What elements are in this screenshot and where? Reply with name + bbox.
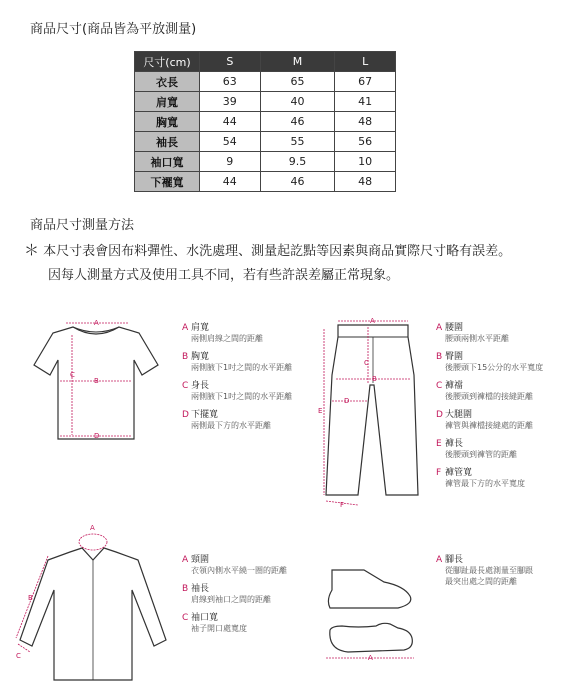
letter-a: A bbox=[368, 654, 373, 662]
legend-item: A 肩寬 兩側肩線之間的距離 bbox=[182, 323, 263, 343]
note-line-1: 本尺寸表會因布料彈性、水洗處理、測量起訖點等因素與商品實際尺寸略有誤差。 bbox=[43, 244, 512, 259]
table-cell: 44 bbox=[200, 172, 261, 192]
letter-d: D bbox=[344, 397, 350, 405]
letter-c: C bbox=[16, 652, 21, 660]
table-cell: 41 bbox=[335, 92, 396, 112]
table-cell: 10 bbox=[335, 152, 396, 172]
letter-d: D bbox=[94, 432, 100, 440]
legend-item: A 腳長 從腳趾最長處測量至腳跟 最突出處之間的距離 bbox=[436, 555, 533, 586]
row-label: 下襬寬 bbox=[135, 172, 200, 192]
legend-item: D 下擺寬 兩側最下方的水平距離 bbox=[182, 410, 271, 430]
size-table bbox=[134, 51, 396, 192]
letter-b: B bbox=[372, 375, 377, 383]
legend-item: C 身長 兩側腋下1吋之間的水平距離 bbox=[182, 381, 293, 401]
legend-item: D 大腿圍 褲管與褲檔接縫處的距離 bbox=[436, 410, 533, 430]
table-cell: 46 bbox=[260, 172, 335, 192]
size-header: M bbox=[260, 52, 335, 72]
letter-a: A bbox=[370, 317, 375, 325]
method-section-title: 商品尺寸測量方法 bbox=[30, 218, 135, 233]
table-cell: 39 bbox=[200, 92, 261, 112]
letter-f: F bbox=[340, 501, 345, 509]
letter-e: E bbox=[318, 407, 323, 415]
shirt-diagram bbox=[8, 520, 173, 685]
table-row bbox=[135, 152, 396, 172]
row-label: 肩寬 bbox=[135, 92, 200, 112]
shirt-legend bbox=[182, 552, 312, 639]
letter-a: A bbox=[94, 319, 99, 327]
table-cell: 65 bbox=[260, 72, 335, 92]
legend-item: C 袖口寬 袖子開口處寬度 bbox=[182, 613, 247, 633]
table-corner-header: 尺寸(cm) bbox=[135, 52, 200, 72]
table-cell: 40 bbox=[260, 92, 335, 112]
table-row bbox=[135, 172, 396, 192]
row-label: 袖口寬 bbox=[135, 152, 200, 172]
table-cell: 44 bbox=[200, 112, 261, 132]
table-cell: 54 bbox=[200, 132, 261, 152]
letter-b: B bbox=[28, 594, 33, 602]
note-bullet: ＊ bbox=[24, 241, 40, 259]
legend-item: E 褲長 後腰頭到褲管的距離 bbox=[436, 439, 517, 459]
table-cell: 48 bbox=[335, 112, 396, 132]
letter-c: C bbox=[364, 359, 369, 367]
foot-diagram bbox=[318, 560, 418, 665]
letter-c: C bbox=[70, 371, 75, 379]
legend-item: A 腰圍 腰頭兩側水平距離 bbox=[436, 323, 509, 343]
table-row bbox=[135, 72, 396, 92]
pants-legend bbox=[436, 320, 572, 494]
foot-legend bbox=[436, 552, 572, 592]
table-row bbox=[135, 112, 396, 132]
legend-item: F 褲管寬 褲管最下方的水平寬度 bbox=[436, 468, 525, 488]
row-label: 袖長 bbox=[135, 132, 200, 152]
table-cell: 48 bbox=[335, 172, 396, 192]
pants-diagram bbox=[308, 315, 428, 510]
table-cell: 9 bbox=[200, 152, 261, 172]
table-cell: 56 bbox=[335, 132, 396, 152]
legend-item: A 頸圍 衣領內側水平繞一圈的距離 bbox=[182, 555, 287, 575]
row-label: 衣長 bbox=[135, 72, 200, 92]
note-line-2: 因每人測量方式及使用工具不同，若有些許誤差屬正常現象。 bbox=[48, 268, 400, 283]
table-cell: 46 bbox=[260, 112, 335, 132]
tshirt-diagram bbox=[28, 315, 168, 445]
legend-item: C 褲襠 後腰頭到褲檔的接縫距離 bbox=[436, 381, 533, 401]
tshirt-legend bbox=[182, 320, 312, 436]
table-cell: 9.5 bbox=[260, 152, 335, 172]
letter-b: B bbox=[94, 377, 99, 385]
legend-item: B 袖長 肩線到袖口之間的距離 bbox=[182, 584, 271, 604]
letter-a: A bbox=[90, 524, 95, 532]
table-row bbox=[135, 92, 396, 112]
table-header-row bbox=[135, 52, 396, 72]
table-cell: 63 bbox=[200, 72, 261, 92]
size-section-title: 商品尺寸(商品皆為平放測量) bbox=[30, 22, 197, 37]
table-cell: 55 bbox=[260, 132, 335, 152]
size-header: S bbox=[200, 52, 261, 72]
legend-item: B 臀圍 後腰頭下15公分的水平寬度 bbox=[436, 352, 544, 372]
table-row bbox=[135, 132, 396, 152]
row-label: 胸寬 bbox=[135, 112, 200, 132]
legend-item: B 胸寬 兩側腋下1吋之間的水平距離 bbox=[182, 352, 293, 372]
table-cell: 67 bbox=[335, 72, 396, 92]
size-header: L bbox=[335, 52, 396, 72]
measurement-note bbox=[24, 238, 511, 288]
